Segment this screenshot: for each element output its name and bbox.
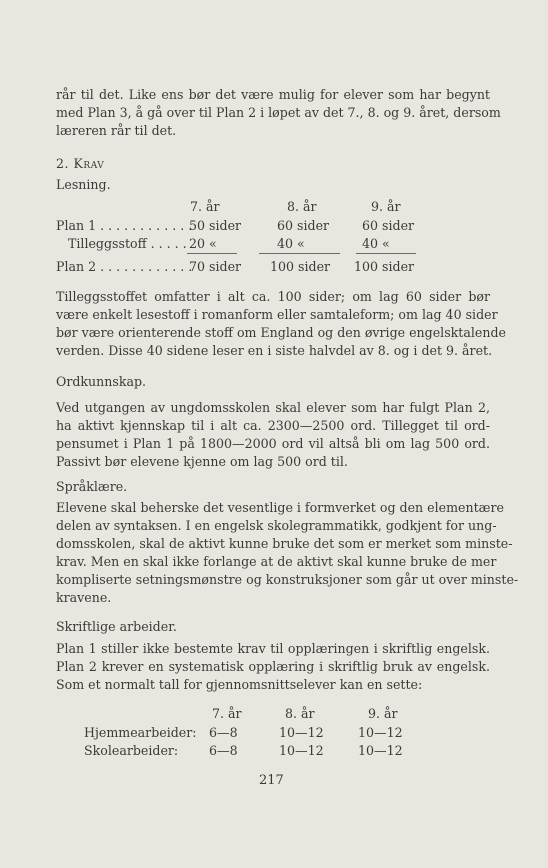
text-line: kravene. <box>56 590 112 605</box>
text-line: Som et normalt tall for gjennomsnittselever kan en sette: <box>56 677 423 692</box>
text-line: Elevene skal beherske det vesentlige i formverket og den elementære <box>56 500 504 515</box>
table-cell: 40 « <box>362 236 390 251</box>
row-label: Plan 2 . . . . . . . . . . . . <box>56 259 193 274</box>
table-cell: 60 sider <box>277 218 330 233</box>
row-label: Skolearbeider: <box>84 743 179 758</box>
year-header: 8. år <box>287 199 317 214</box>
row-label: Tilleggsstoff . . . . . <box>68 236 187 251</box>
text-line: verden. Disse 40 sidene leser en i siste halvdel av 8. og i det 9. året. <box>56 343 493 358</box>
text-line: Ved utgangen av ungdomsskolen skal elever som har fulgt Plan 2, <box>56 400 490 415</box>
table-cell: 50 sider <box>189 218 242 233</box>
subheading-ordkunnskap: Ordkunnskap. <box>56 374 147 389</box>
row-label: Plan 1 . . . . . . . . . . . . <box>56 218 193 233</box>
table-cell: 60 sider <box>362 218 415 233</box>
table-cell: 40 « <box>277 236 305 251</box>
text-line: kompliserte setningsmønstre og konstruksjoner som går ut over minste- <box>56 572 519 587</box>
text-line: være enkelt lesestoff i romanform eller samtaleform; om lag 40 sider <box>56 307 498 322</box>
subheading-skriftlige: Skriftlige arbeider. <box>56 619 177 634</box>
year-header: 8. år <box>285 706 315 721</box>
text-line: domsskolen, skal de aktivt kunne bruke det som er merket som minste- <box>56 536 513 551</box>
subheading-lesning: Lesning. <box>56 177 111 192</box>
table-cell: 6—8 <box>209 725 238 740</box>
section-heading: 2. Krav <box>56 156 105 171</box>
year-header: 7. år <box>190 199 220 214</box>
text-line: Plan 2 krever en systematisk opplæring i skriftlig bruk av engelsk. <box>56 659 490 674</box>
year-header: 9. år <box>368 706 398 721</box>
row-label: Hjemmearbeider: <box>84 725 197 740</box>
table-cell: 10—12 <box>358 743 403 758</box>
table-cell: 10—12 <box>279 725 324 740</box>
table-cell: 20 « <box>189 236 217 251</box>
text-line: Tilleggsstoffet omfatter i alt ca. 100 sider; om lag 60 sider bør <box>56 289 490 304</box>
text-line: med Plan 3, å gå over til Plan 2 i løpet av det 7., 8. og 9. året, dersom <box>56 105 501 120</box>
table-cell: 10—12 <box>279 743 324 758</box>
text-line: rår til det. Like ens bør det være mulig for elever som har begynt <box>56 87 490 102</box>
sum-rule <box>259 253 340 254</box>
table-cell: 10—12 <box>358 725 403 740</box>
text-line: læreren rår til det. <box>56 123 177 138</box>
text-line: pensumet i Plan 1 på 1800—2000 ord vil altså bli om lag 500 ord. <box>56 436 490 451</box>
text-line: krav. Men en skal ikke forlange at de aktivt skal kunne bruke de mer <box>56 554 497 569</box>
text-line: Plan 1 stiller ikke bestemte krav til opplæringen i skriftlig engelsk. <box>56 641 490 656</box>
page-number: 217 <box>259 773 284 788</box>
table-cell: 100 sider <box>354 259 415 274</box>
sum-rule <box>356 253 416 254</box>
sum-rule <box>187 253 237 254</box>
year-header: 9. år <box>371 199 401 214</box>
text-line: bør være orienterende stoff om England og den øvrige engelsktalende <box>56 325 506 340</box>
table-cell: 100 sider <box>270 259 331 274</box>
table-cell: 70 sider <box>189 259 242 274</box>
subheading-spraklaere: Språklære. <box>56 479 128 494</box>
year-header: 7. år <box>212 706 242 721</box>
text-line: delen av syntaksen. I en engelsk skolegrammatikk, godkjent for ung- <box>56 518 497 533</box>
text-line: ha aktivt kjennskap til i alt ca. 2300—2500 ord. Tillegget til ord- <box>56 418 490 433</box>
text-line: Passivt bør elevene kjenne om lag 500 ord til. <box>56 454 348 469</box>
table-cell: 6—8 <box>209 743 238 758</box>
